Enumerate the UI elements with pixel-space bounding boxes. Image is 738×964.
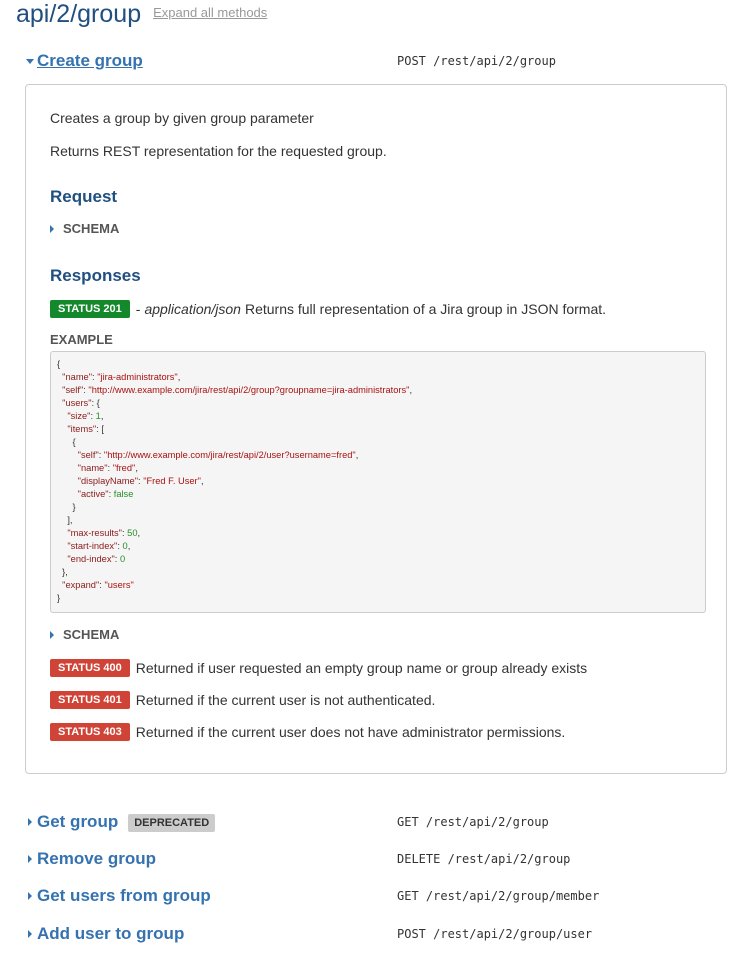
caret-right-icon (25, 927, 35, 941)
content-type: application/json (144, 301, 241, 317)
example-code-block (50, 351, 706, 613)
caret-right-icon (25, 889, 35, 903)
status-badge: STATUS 201 (50, 300, 130, 318)
example-label: EXAMPLE (50, 332, 113, 347)
request-heading: Request (50, 187, 118, 206)
example-json: { "name": "jira-administrators", "self": "http://www.example.com/jira/rest/api/2/group?groupname=jira-administrators", "users": { "size": 1, "items": [ { "self": "http://www.example.com/jira/rest/api/2/user?username=fred", "name": "fred", "displayName": "Fred F. User", "active": false } ], "max-results": 50, "start-index": 0, "end-index": 0 }, "expand": "users" } (57, 359, 413, 603)
caret-right-icon (50, 225, 54, 233)
description-returns: Returns REST representation for the requested group. (50, 143, 387, 159)
method-name[interactable]: Create group (37, 51, 143, 70)
method-path: GET /rest/api/2/group (397, 815, 549, 829)
status-description: Returned if the current user is not authenticated. (135, 692, 436, 708)
method-path: POST /rest/api/2/group/user (397, 927, 593, 941)
method-add-user-to-group[interactable] (25, 922, 725, 946)
caret-right-icon (50, 631, 54, 639)
method-create-group[interactable] (25, 49, 725, 73)
method-get-group[interactable] (25, 810, 725, 834)
method-name[interactable]: Remove group (37, 849, 157, 868)
method-get-users-from-group[interactable] (25, 884, 725, 908)
status-description: Returned if user requested an empty group name or group already exists (135, 660, 588, 676)
request-schema-toggle[interactable] (50, 221, 119, 236)
description: Creates a group by given group parameter (50, 110, 314, 126)
caret-right-icon (25, 852, 35, 866)
method-name[interactable]: Add user to group (37, 924, 185, 943)
status-badge: STATUS 401 (50, 691, 130, 709)
method-path: GET /rest/api/2/group/member (397, 889, 600, 903)
status-401-line (50, 691, 435, 709)
caret-right-icon (25, 815, 35, 829)
caret-down-icon (25, 54, 35, 68)
status-400-line (50, 659, 587, 677)
page-title: api/2/group (16, 0, 142, 28)
schema-label: SCHEMA (63, 221, 120, 236)
method-name-text: Get group (37, 812, 119, 831)
status-dash: - (135, 301, 141, 317)
status-201-line (50, 300, 606, 318)
method-path: POST /rest/api/2/group (397, 54, 556, 68)
page-header (16, 0, 267, 32)
method-remove-group[interactable] (25, 847, 725, 871)
status-badge: STATUS 403 (50, 723, 130, 741)
status-403-line (50, 723, 565, 741)
expand-all-link[interactable]: Expand all methods (153, 5, 268, 20)
method-path: DELETE /rest/api/2/group (397, 852, 571, 866)
schema-label: SCHEMA (63, 627, 120, 642)
responses-heading: Responses (50, 266, 141, 285)
status-description: Returned if the current user does not have administrator permissions. (135, 724, 566, 740)
response-schema-toggle[interactable] (50, 627, 119, 642)
method-name[interactable]: Get users from group (37, 886, 211, 905)
status-badge: STATUS 400 (50, 659, 130, 677)
method-name[interactable] (37, 810, 215, 834)
status-description: Returns full representation of a Jira group in JSON format. (244, 301, 607, 317)
method-detail-panel (25, 84, 727, 774)
deprecated-badge: DEPRECATED (128, 814, 215, 832)
